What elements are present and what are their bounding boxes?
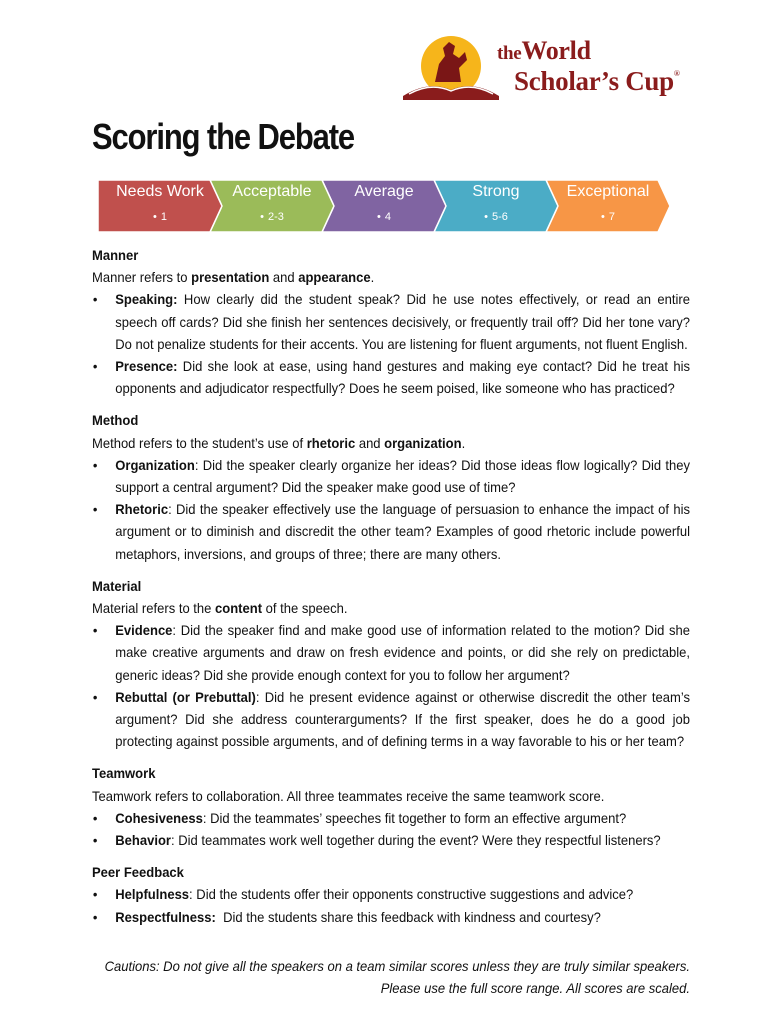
list-item: • Helpfulness: Did the students offer their opponents constructive suggestions and advice? xyxy=(92,886,634,903)
list-item: • Cohesiveness: Did the teammates’ speeches fit together to form an effective argument? xyxy=(92,809,627,826)
score-level-points: • 5-6 xyxy=(484,211,508,223)
score-level-needs-work xyxy=(98,180,222,232)
score-level-points: • 2-3 xyxy=(260,211,284,223)
score-level-label: Acceptable xyxy=(232,183,312,200)
score-level-label: Average xyxy=(354,183,414,200)
logo-wordmark-bottom: Scholar’s Cup® xyxy=(514,66,680,96)
score-level-label: Needs Work xyxy=(116,183,204,200)
score-level-acceptable xyxy=(210,180,334,232)
section-intro: Method refers to the student’s use of rhetoric and organization. xyxy=(92,434,466,451)
score-level-points: • 4 xyxy=(377,211,391,223)
list-item: • Speaking: How clearly did the student speak? Did he use notes effectively, or read an entire speech off cards? Did she finish her sentences decisively, or frequently trail off? Did her tone vary? Do not penalize students for their accents. You are listening for fluent arguments, not fluent English. xyxy=(92,291,690,352)
score-level-label: Exceptional xyxy=(566,183,650,200)
score-level-points: • 1 xyxy=(153,211,167,223)
score-level-points: • 7 xyxy=(601,211,615,223)
cautions-line: Cautions: Do not give all the speakers on a team similar scores unless they are truly similar speakers. xyxy=(104,958,690,974)
cautions-note xyxy=(50,955,690,999)
score-scale xyxy=(98,180,658,232)
logo-wordmark-top: theWorld xyxy=(497,36,591,65)
section-intro: Manner refers to presentation and appearance. xyxy=(92,269,375,286)
section-heading: Peer Feedback xyxy=(92,864,184,881)
world-scholars-cup-logo xyxy=(401,34,693,106)
section-intro: Teamwork refers to collaboration. All three teammates receive the same teamwork score. xyxy=(92,787,605,804)
list-item: • Evidence: Did the speaker find and make good use of information related to the motion? Did she make creative arguments and draw on fresh evidence and points, or did she rely on predictable, generic ideas? Did she provide enough context for you to follow her argument? xyxy=(92,622,690,683)
cautions-line: Please use the full score range. All scores are scaled. xyxy=(380,980,690,996)
list-item: • Rebuttal (or Prebuttal): Did he present evidence against or otherwise discredit the other team’s argument? Did she address counterarguments? If the first speaker, does he do a good job protecting against possible arguments, and of defining terms in a way favorable to his or her team? xyxy=(92,688,690,750)
section-heading: Method xyxy=(92,412,139,429)
list-item: • Behavior: Did teammates work well together during the event? Were they respectful listeners? xyxy=(92,832,661,849)
sun-and-book-emblem-icon xyxy=(401,34,501,100)
section-heading: Manner xyxy=(92,247,139,263)
section-intro: Material refers to the content of the speech. xyxy=(92,600,348,617)
score-level-average xyxy=(322,180,446,232)
list-item: • Presence: Did she look at ease, using hand gestures and making eye contact? Did he treat his opponents and adjudicator respectfully? Does he seem poised, like someone who has practiced? xyxy=(92,358,690,397)
list-item: • Rhetoric: Did the speaker effectively use the language of persuasion to enhance the impact of his argument or to diminish and discredit the other team? Examples of good rhetoric include powerful metaphors, inversions, and groups of three; there are many others. xyxy=(92,501,690,562)
section-material xyxy=(92,575,690,753)
score-level-label: Strong xyxy=(472,183,520,200)
section-teamwork xyxy=(92,762,690,851)
section-peer-feedback xyxy=(92,861,690,928)
score-level-strong xyxy=(434,180,558,232)
section-heading: Teamwork xyxy=(92,765,156,782)
list-item: • Respectfulness: Did the students share this feedback with kindness and courtesy? xyxy=(92,908,601,925)
criteria-content xyxy=(92,244,690,928)
section-manner xyxy=(92,244,690,399)
list-item: • Organization: Did the speaker clearly organize her ideas? Did those ideas flow logically? Did they support a central argument? Did the speaker make good use of time? xyxy=(92,456,690,496)
section-heading: Material xyxy=(92,577,142,594)
section-method xyxy=(92,409,690,564)
page-title: Scoring the Debate xyxy=(92,116,355,157)
score-level-exceptional xyxy=(546,180,670,232)
